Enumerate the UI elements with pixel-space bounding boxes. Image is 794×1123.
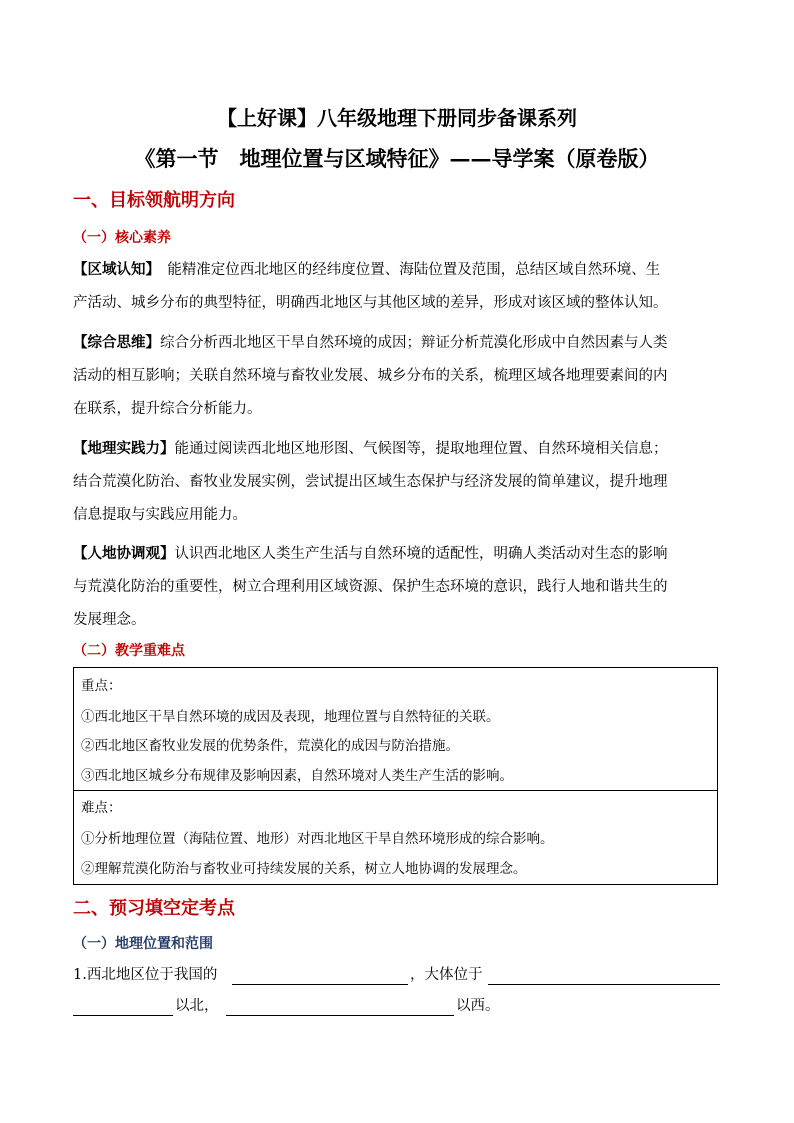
literacy-tag: 【人地协调观】 bbox=[73, 545, 175, 562]
answer-blank[interactable] bbox=[488, 984, 720, 985]
answer-blank[interactable] bbox=[232, 984, 408, 985]
box-divider bbox=[74, 790, 717, 791]
literacy-text: 发展理念。 bbox=[73, 612, 146, 628]
section2-heading: 二、预习填空定考点 bbox=[73, 898, 235, 919]
difficult-point-item: ②理解荒漠化防治与畜牧业可持续发展的关系，树立人地协调的发展理念。 bbox=[81, 861, 527, 877]
literacy-text: 结合荒漠化防治、畜牧业发展实例，尝试提出区域生态保护与经济发展的简单建议，提升地理 bbox=[73, 474, 668, 490]
series-title: 【上好课】八年级地理下册同步备课系列 bbox=[217, 106, 577, 130]
question-1-text: 1.西北地区位于我国的 bbox=[73, 967, 218, 983]
literacy-tag: 【综合思维】 bbox=[73, 334, 160, 351]
literacy-regional-cognition bbox=[73, 253, 735, 320]
key-difficult-box bbox=[73, 667, 718, 885]
literacy-text: 能精准定位西北地区的经纬度位置、海陆位置及范围，总结区域自然环境、生 bbox=[152, 262, 661, 278]
key-difficult-heading: （二）教学重难点 bbox=[73, 643, 185, 659]
literacy-text: 综合分析西北地区干旱自然环境的成因；辩证分析荒漠化形成中自然因素与人类 bbox=[160, 335, 668, 351]
difficult-points-label: 难点： bbox=[81, 800, 122, 816]
location-range-heading: （一）地理位置和范围 bbox=[73, 936, 213, 952]
difficult-point-item: ①分析地理位置（海陆位置、地形）对西北地区干旱自然环境形成的综合影响。 bbox=[81, 831, 554, 847]
question-1-text: ，大体位于 bbox=[410, 967, 483, 983]
literacy-comprehensive-thinking bbox=[73, 326, 735, 426]
section1-heading: 一、目标领航明方向 bbox=[73, 190, 235, 211]
core-literacy-heading: （一）核心素养 bbox=[73, 230, 171, 246]
literacy-text: 认识西北地区人类生产生活与自然环境的适配性，明确人类活动对生态的影响 bbox=[174, 546, 668, 562]
question-1-text: 以北， bbox=[175, 998, 219, 1014]
literacy-text: 产活动、城乡分布的典型特征，明确西北地区与其他区域的差异，形成对该区域的整体认知。 bbox=[73, 295, 668, 311]
literacy-text: 在联系，提升综合分析能力。 bbox=[73, 401, 262, 417]
literacy-text: 与荒漠化防治的重要性，树立合理利用区域资源、保护生态环境的意识，践行人地和谐共生的 bbox=[73, 579, 668, 595]
key-points-label: 重点： bbox=[81, 678, 122, 694]
answer-blank[interactable] bbox=[226, 1015, 454, 1016]
literacy-tag: 【地理实践力】 bbox=[73, 440, 175, 457]
key-point-item: ③西北地区城乡分布规律及影响因素，自然环境对人类生产生活的影响。 bbox=[81, 768, 513, 784]
literacy-text: 能通过阅读西北地区地形图、气候图等，提取地理位置、自然环境相关信息； bbox=[174, 441, 668, 457]
literacy-geographic-practice bbox=[73, 432, 735, 532]
key-point-item: ②西北地区畜牧业发展的优势条件，荒漠化的成因与防治措施。 bbox=[81, 738, 459, 754]
key-point-item: ①西北地区干旱自然环境的成因及表现，地理位置与自然特征的关联。 bbox=[81, 709, 500, 725]
literacy-text: 信息提取与实践应用能力。 bbox=[73, 507, 247, 523]
literacy-text: 活动的相互影响；关联自然环境与畜牧业发展、城乡分布的关系，梳理区域各地理要素间的内 bbox=[73, 368, 668, 384]
literacy-human-land-harmony bbox=[73, 537, 735, 637]
question-1-text: 以西。 bbox=[456, 998, 500, 1014]
lesson-title: 《第一节 地理位置与区域特征》——导学案（原卷版） bbox=[134, 146, 660, 171]
literacy-tag: 【区域认知】 bbox=[73, 261, 153, 278]
answer-blank[interactable] bbox=[73, 1015, 173, 1016]
